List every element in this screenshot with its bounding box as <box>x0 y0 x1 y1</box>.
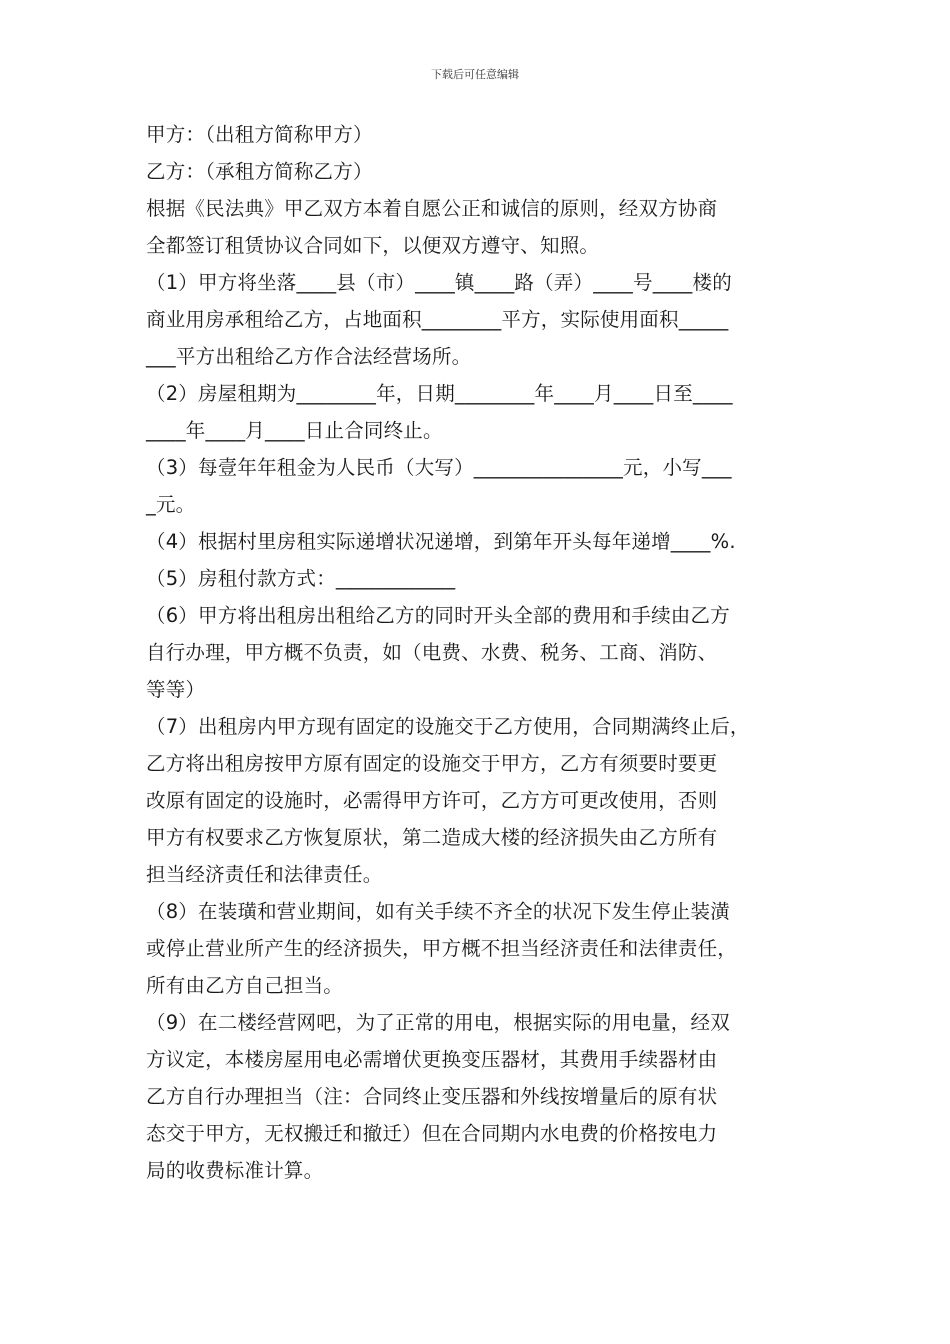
text-line: 方议定，本楼房屋用电必需增伏更换变压器材，其费用手续器材由 <box>146 1048 718 1071</box>
text-line: （4）根据村里房租实际递增状况递增，到第年开头每年递增____%. <box>146 530 736 553</box>
text-line: ____年____月____日止合同终止。 <box>146 419 443 442</box>
text-line: 全都签订租赁协议合同如下，以便双方遵守、知照。 <box>146 234 600 257</box>
text-line: 甲方：（出租方简称甲方） <box>146 123 373 146</box>
document-body <box>146 116 822 1189</box>
text-line: （1）甲方将坐落____县（市）____镇____路（弄）____号____楼的 <box>146 271 732 294</box>
text-line: 态交于甲方，无权搬迁和撤迁）但在合同期内水电费的价格按电力 <box>146 1122 718 1145</box>
text-line: 或停止营业所产生的经济损失，甲方概不担当经济责任和法律责任， <box>146 937 738 960</box>
text-line: 自行办理，甲方概不负责，如（电费、水费、税务、工商、消防、 <box>146 641 718 664</box>
text-line: 甲方有权要求乙方恢复原状，第二造成大楼的经济损失由乙方所有 <box>146 826 718 849</box>
text-line: _元。 <box>146 493 196 516</box>
text-line: 根据《民法典》甲乙双方本着自愿公正和诚信的原则，经双方协商 <box>146 197 718 220</box>
text-line: 局的收费标准计算。 <box>146 1159 324 1182</box>
text-line: （9）在二楼经营网吧，为了正常的用电，根据实际的用电量，经双 <box>146 1011 730 1034</box>
text-line: （5）房租付款方式：____________ <box>146 567 456 590</box>
text-line: （8）在装璜和营业期间，如有关手续不齐全的状况下发生停止装潢 <box>146 900 730 923</box>
text-line: （3）每壹年年租金为人民币（大写）_______________元，小写___ <box>146 456 732 479</box>
text-line: 改原有固定的设施时，必需得甲方许可，乙方方可更改使用，否则 <box>146 789 718 812</box>
text-line: 担当经济责任和法律责任。 <box>146 863 383 886</box>
text-line: 乙方自行办理担当（注：合同终止变压器和外线按增量后的原有状 <box>146 1085 718 1108</box>
text-line: （7）出租房内甲方现有固定的设施交于乙方使用，合同期满终止后， <box>146 715 750 738</box>
text-line: ___平方出租给乙方作合法经营场所。 <box>146 345 472 368</box>
text-line: 商业用房承租给乙方，占地面积________平方，实际使用面积_____ <box>146 308 729 331</box>
text-line: 乙方将出租房按甲方原有固定的设施交于甲方，乙方有须要时要更 <box>146 752 718 775</box>
page-header: 下载后可任意编辑 <box>431 68 519 81</box>
text-line: （6）甲方将出租房出租给乙方的同时开头全部的费用和手续由乙方 <box>146 604 730 627</box>
text-line: 等等） <box>146 678 206 701</box>
text-line: 乙方：（承租方简称乙方） <box>146 160 373 183</box>
text-line: （2）房屋租期为________年，日期________年____月____日至____ <box>146 382 733 405</box>
text-line: 所有由乙方自己担当。 <box>146 974 344 997</box>
